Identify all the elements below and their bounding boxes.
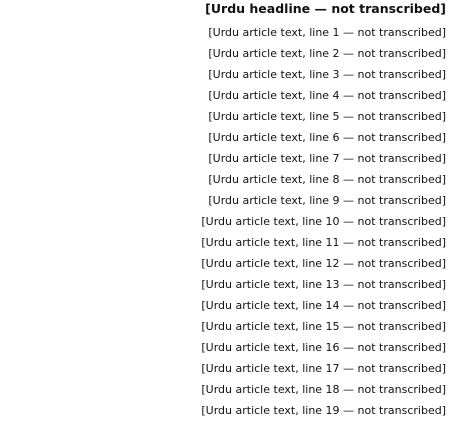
article-text-line: [Urdu article text, line 15 — not transcribed]: [201, 320, 446, 333]
article-text-line: [Urdu article text, line 9 — not transcribed]: [208, 194, 446, 207]
article-text-line: [Urdu article text, line 1 — not transcribed]: [208, 26, 446, 39]
article-text-line: [Urdu article text, line 5 — not transcribed]: [208, 110, 446, 123]
article-text-line: [Urdu article text, line 18 — not transcribed]: [201, 383, 446, 396]
article-text-line: [Urdu article text, line 6 — not transcribed]: [208, 131, 446, 144]
article-text-line: [Urdu article text, line 4 — not transcribed]: [208, 89, 446, 102]
article-headline: [Urdu headline — not transcribed]: [205, 1, 446, 16]
article-text-line: [Urdu article text, line 8 — not transcribed]: [208, 173, 446, 186]
article-text-line: [Urdu article text, line 12 — not transcribed]: [201, 257, 446, 270]
news-article: [4, 0, 446, 438]
article-text-line: [Urdu article text, line 7 — not transcribed]: [208, 152, 446, 165]
article-text-line: [Urdu article text, line 3 — not transcribed]: [208, 68, 446, 81]
article-text-line: [Urdu article text, line 11 — not transcribed]: [201, 236, 446, 249]
article-text-line: [Urdu article text, line 13 — not transcribed]: [201, 278, 446, 291]
article-text-line: [Urdu article text, line 2 — not transcribed]: [208, 47, 446, 60]
article-text-line: [Urdu article text, line 14 — not transcribed]: [201, 299, 446, 312]
article-text-line: [Urdu article text, line 10 — not transcribed]: [201, 215, 446, 228]
article-text-line: [Urdu article text, line 19 — not transcribed]: [201, 404, 446, 417]
article-text-line: [Urdu article text, line 16 — not transcribed]: [201, 341, 446, 354]
article-text-line: [Urdu article text, line 17 — not transcribed]: [201, 362, 446, 375]
